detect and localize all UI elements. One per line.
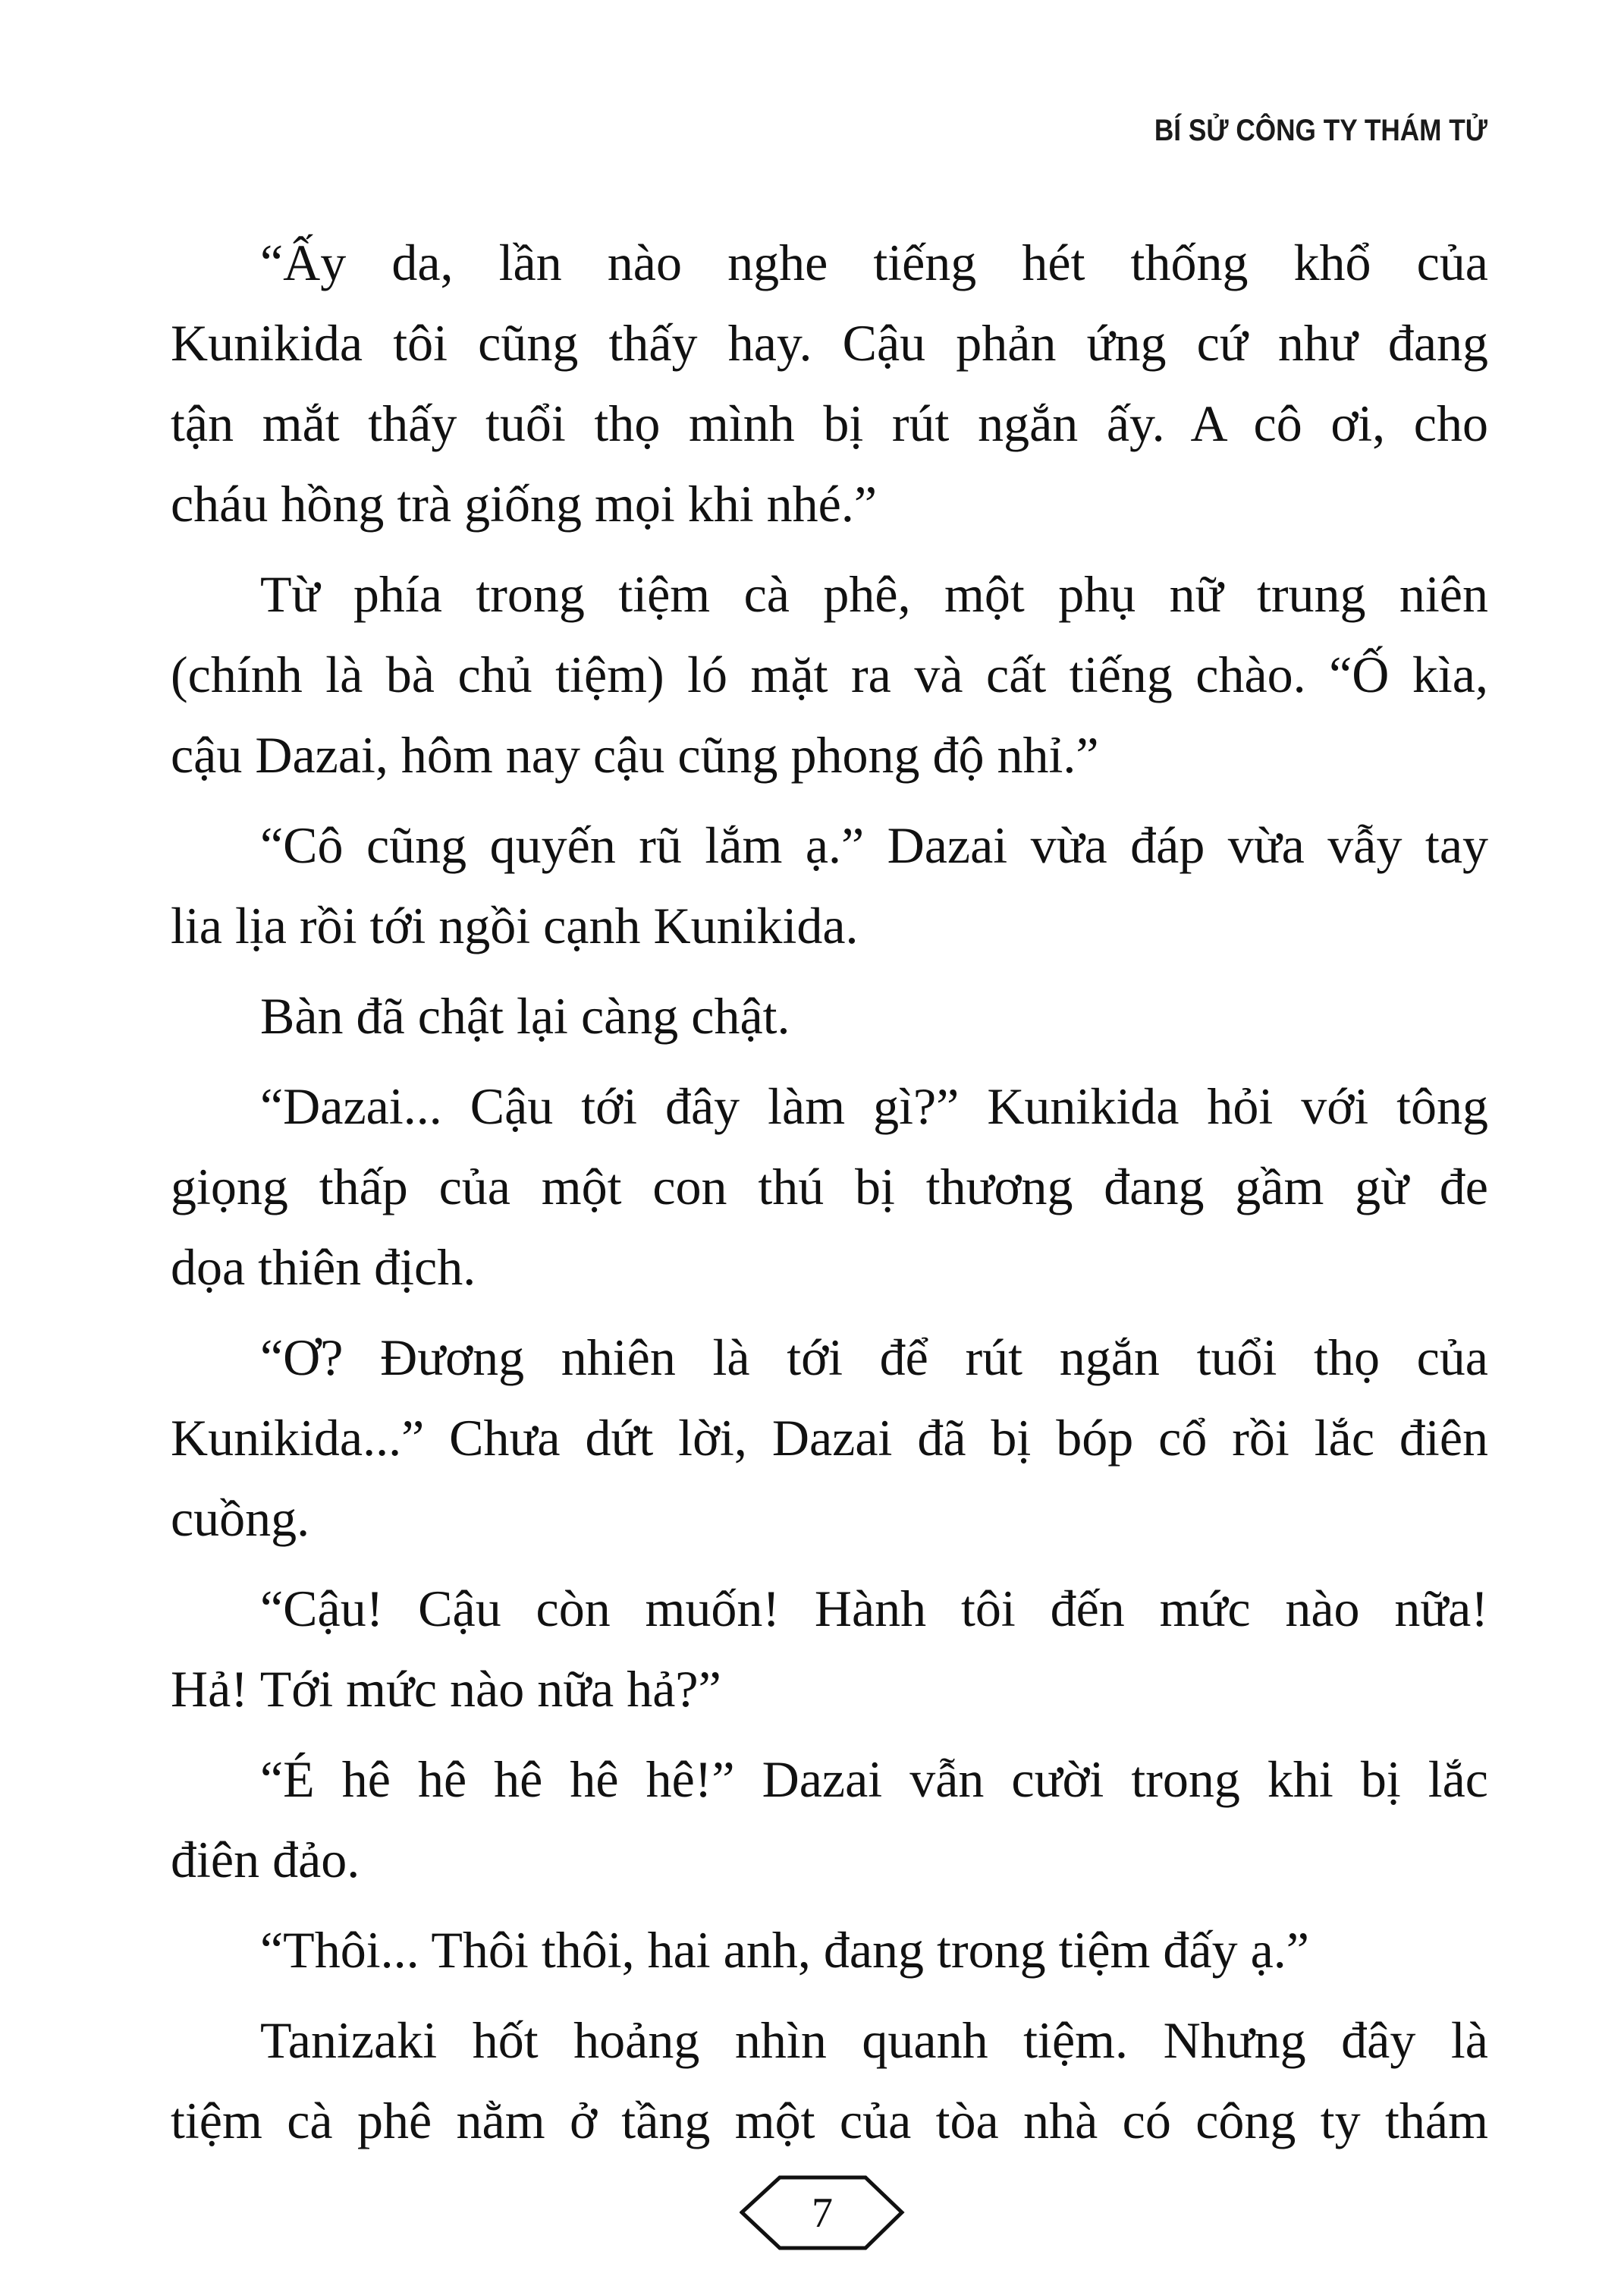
paragraph <box>171 1568 1488 1729</box>
paragraph <box>171 554 1488 795</box>
text-line: “Cô cũng quyến rũ lắm ạ.” Dazai vừa đáp vừa vẫy tay <box>260 816 1488 874</box>
text-line: “Ấy da, lần nào nghe tiếng hét thống khổ của <box>260 234 1488 291</box>
text-line: Bàn đã chật lại càng chật. <box>260 987 790 1045</box>
text-line: Kunikida tôi cũng thấy hay. Cậu phản ứng cứ như đang <box>171 314 1488 372</box>
text-line: dọa thiên địch. <box>171 1238 476 1296</box>
text-line: Từ phía trong tiệm cà phê, một phụ nữ trung niên <box>260 565 1488 623</box>
paragraph <box>171 1317 1488 1558</box>
text-line: cuồng. <box>171 1489 310 1547</box>
running-header: BÍ SỬ CÔNG TY THÁM TỬ <box>1154 114 1487 147</box>
text-line: cậu Dazai, hôm nay cậu cũng phong độ nhỉ.” <box>171 726 1099 784</box>
text-line: “Ơ? Đương nhiên là tới để rút ngắn tuổi thọ của <box>260 1328 1488 1386</box>
text-line: tiệm cà phê nằm ở tầng một của tòa nhà có công ty thám <box>171 2092 1488 2149</box>
text-line: cháu hồng trà giống mọi khi nhé.” <box>171 475 878 533</box>
paragraph <box>171 1066 1488 1307</box>
text-line: giọng thấp của một con thú bị thương đang gầm gừ đe <box>171 1158 1488 1215</box>
text-line: tận mắt thấy tuổi thọ mình bị rút ngắn ấy. A cô ơi, cho <box>171 395 1488 452</box>
text-line: điên đảo. <box>171 1831 360 1888</box>
paragraph <box>171 805 1488 966</box>
text-line: Hả! Tới mức nào nữa hả?” <box>171 1660 721 1718</box>
page-number: 7 <box>812 2190 833 2237</box>
paragraph <box>171 222 1488 544</box>
page-number-badge <box>740 2174 905 2252</box>
text-line: Tanizaki hốt hoảng nhìn quanh tiệm. Nhưng đây là <box>260 2011 1488 2069</box>
text-line: “Thôi... Thôi thôi, hai anh, đang trong tiệm đấy ạ.” <box>260 1921 1309 1979</box>
body-text <box>171 222 1488 2171</box>
text-line: (chính là bà chủ tiệm) ló mặt ra và cất tiếng chào. “Ố kìa, <box>171 646 1488 703</box>
paragraph <box>171 1739 1488 1900</box>
paragraph <box>171 2000 1488 2161</box>
text-line: “Cậu! Cậu còn muốn! Hành tôi đến mức nào nữa! <box>260 1580 1488 1637</box>
text-line: “Dazai... Cậu tới đây làm gì?” Kunikida hỏi với tông <box>260 1077 1488 1135</box>
text-line: Kunikida...” Chưa dứt lời, Dazai đã bị bóp cổ rồi lắc điên <box>171 1409 1488 1467</box>
paragraph <box>171 1910 1488 1990</box>
text-line: “É hê hê hê hê hê!” Dazai vẫn cười trong khi bị lắc <box>260 1750 1488 1808</box>
paragraph <box>171 976 1488 1056</box>
text-line: lia lịa rồi tới ngồi cạnh Kunikida. <box>171 897 859 954</box>
